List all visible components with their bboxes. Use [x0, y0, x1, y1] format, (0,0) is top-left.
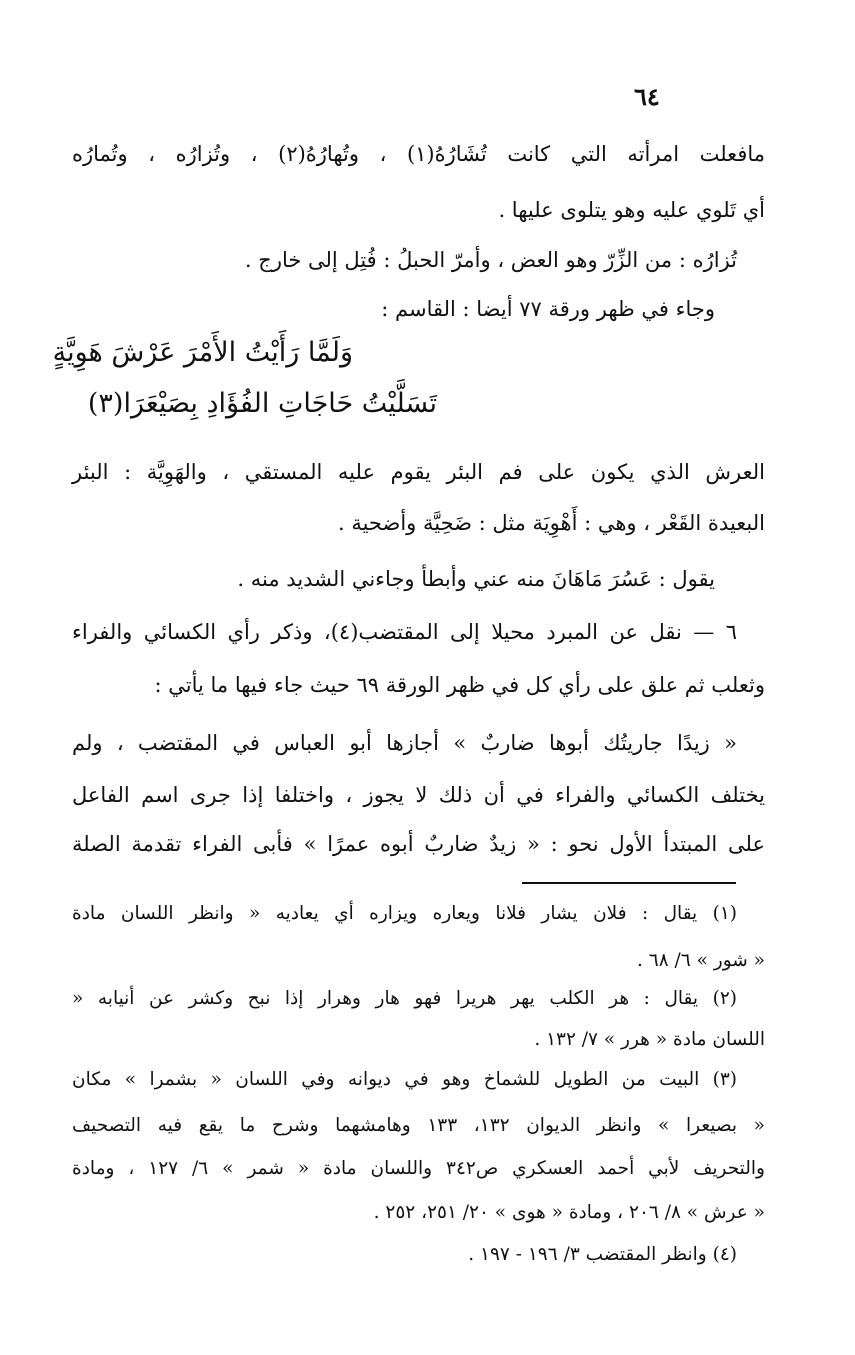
body-line-5: العرش الذي يكون على فم البئر يقوم عليه المستقي ، والهَوِيَّة : البئر: [72, 460, 765, 484]
body-line-4: وجاء في ظهر ورقة ٧٧ أيضا : القاسم :: [381, 297, 715, 321]
verse-hemistich-2: تَسَلَّيْتُ حَاجَاتِ الفُؤَادِ بِصَيْعَرَا(٣): [87, 388, 437, 419]
body-line-2: أي تَلوي عليه وهو يتلوى عليها .: [498, 198, 765, 222]
footnote-3-line-3: والتحريف لأبي أحمد العسكري ص٣٤٢ واللسان مادة « شمر » ٦/ ١٢٧ ، ومادة: [72, 1158, 765, 1179]
footnote-separator: [522, 882, 736, 884]
body-line-11: يختلف الكسائي والفراء في أن ذلك لا يجوز ، واختلفا إذا جرى اسم الفاعل: [72, 783, 765, 807]
body-line-3: تُزارُه : من الزِّرّ وهو العض ، وأمرّ الحبلُ : فُتِل إلى خارج .: [244, 248, 737, 272]
body-line-12: على المبتدأ الأول نحو : « زيدٌ ضاربٌ أبوه عمرًا » فأبى الفراء تقدمة الصلة: [72, 832, 765, 856]
body-line-10: « زيدًا جاريتُك أبوها ضاربٌ » أجازها أبو العباس في المقتضب ، ولم: [72, 731, 737, 755]
footnote-4: (٤) وانظر المقتضب ٣/ ١٩٦ - ١٩٧ .: [468, 1244, 737, 1265]
footnote-3-line-2: « بصيعرا » وانظر الديوان ١٣٢، ١٣٣ وهامشهما وشرح ما يقع فيه التصحيف: [72, 1115, 765, 1136]
body-line-1: مافعلت امرأته التي كانت تُشَارُهُ(١) ، وتُهارُهُ(٢) ، وتُزارُه ، وتُمارُه: [72, 142, 765, 166]
footnote-2-line-2: اللسان مادة « هرر » ٧/ ١٣٢ .: [534, 1029, 765, 1050]
footnote-1-line-1: (١) يقال : فلان يشار فلانا ويعاره ويزاره أي يعاديه « وانظر اللسان مادة: [72, 903, 737, 924]
body-line-7: يقول : عَسُرَ مَاهَانَ منه عني وأبطأ وجاءني الشديد منه .: [237, 567, 715, 591]
body-line-9: وثعلب ثم علق على رأي كل في ظهر الورقة ٦٩ حيث جاء فيها ما يأتي :: [154, 673, 765, 697]
footnote-3-line-1: (٣) البيت من الطويل للشماخ وهو في ديوانه وفي اللسان « بشمرا » مكان: [72, 1069, 737, 1090]
body-line-6: البعيدة القَعْر ، وهي : أَهْوِيَة مثل : ضَحِيَّة وأضحية .: [337, 511, 765, 535]
verse-hemistich-1: وَلَمَّا رَأَيْتُ الأَمْرَ عَرْشَ هَوِيَّةٍ: [52, 337, 353, 368]
footnote-3-line-4: « عرش » ٨/ ٢٠٦ ، ومادة « هوى » ٢٠/ ٢٥١، ٢٥٢ .: [373, 1202, 765, 1223]
footnote-1-line-2: « شور » ٦/ ٦٨ .: [637, 950, 765, 971]
page-number: ٦٤: [634, 82, 660, 111]
body-line-8: ٦ — نقل عن المبرد محيلا إلى المقتضب(٤)، وذكر رأي الكسائي والفراء: [72, 620, 738, 644]
footnote-2-line-1: (٢) يقال : هر الكلب يهر هريرا فهو هار وهرار إذا نبح وكشر عن أنيابه «: [72, 988, 737, 1009]
